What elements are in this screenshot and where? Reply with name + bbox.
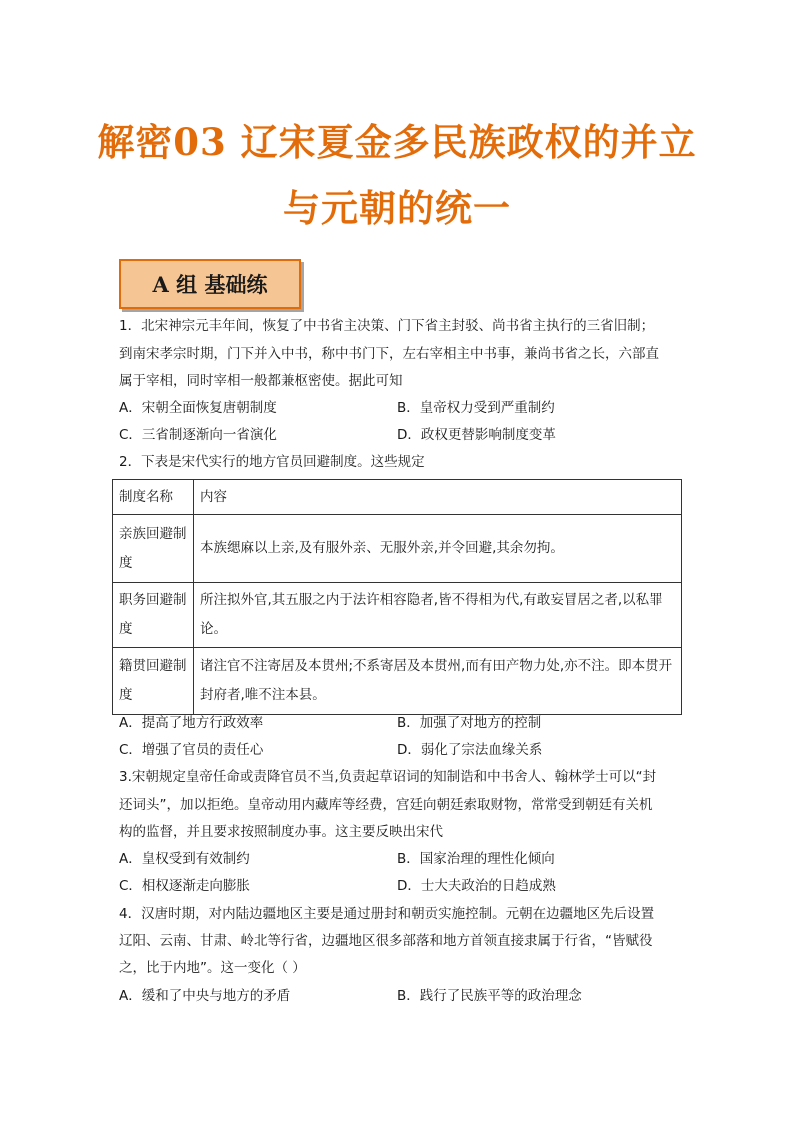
table-cell-content: 本族缌麻以上亲,及有服外亲、无服外亲,并令回避,其余勿拘。 bbox=[200, 540, 564, 556]
q2-option-c: C．增强了官员的责任心 bbox=[119, 742, 264, 758]
q2-option-d: D．弱化了宗法血缘关系 bbox=[397, 742, 543, 758]
q4-line-1: 4．汉唐时期，对内陆边疆地区主要是通过册封和朝贡实施控制。元朝在边疆地区先后设置 bbox=[119, 906, 655, 922]
q1-option-c: C．三省制逐渐向一省演化 bbox=[119, 427, 277, 443]
table-cell-content: 所注拟外官,其五服之内于法许相容隐者,皆不得相为代,有敢妄冒居之者,以私罪论。 bbox=[200, 592, 663, 637]
q1-line-1: 1．北宋神宗元丰年间，恢复了中书省主决策、门下省主封驳、尚书省主执行的三省旧制； bbox=[119, 318, 655, 334]
q2-option-a: A．提高了地方行政效率 bbox=[119, 715, 264, 731]
table-row bbox=[113, 648, 682, 715]
table-header-name: 制度名称 bbox=[113, 480, 194, 515]
q1-option-b: B．皇帝权力受到严重制约 bbox=[397, 400, 555, 416]
q1-line-3: 属于宰相，同时宰相一般都兼枢密使。据此可知 bbox=[119, 373, 403, 389]
table-header-row bbox=[113, 480, 682, 515]
page-title-line-1: 解密03 辽宋夏金多民族政权的并立 bbox=[97, 120, 697, 164]
q3-option-a: A．皇权受到有效制约 bbox=[119, 851, 250, 867]
q4-option-b: B．践行了民族平等的政治理念 bbox=[397, 988, 582, 1004]
q4-option-a: A．缓和了中央与地方的矛盾 bbox=[119, 988, 291, 1004]
table-cell-name: 籍贯回避制度 bbox=[119, 658, 187, 703]
q3-line-3: 构的监督，并且要求按照制度办事。这主要反映出宋代 bbox=[119, 824, 443, 840]
q1-option-a: A．宋朝全面恢复唐朝制度 bbox=[119, 400, 277, 416]
q3-line-1: 3.宋朝规定皇帝任命或责降官员不当,负责起草诏词的知制诰和中书舍人、翰林学士可以“封 bbox=[119, 769, 657, 785]
q3-option-c: C．相权逐渐走向膨胀 bbox=[119, 878, 250, 894]
group-label: A 组 基础练 bbox=[152, 272, 268, 297]
q3-line-2: 还词头”，加以拒绝。皇帝动用内藏库等经费，宫廷向朝廷索取财物，常常受到朝廷有关机 bbox=[119, 797, 653, 813]
q4-line-2: 辽阳、云南、甘肃、岭北等行省，边疆地区很多部落和地方首领直接隶属于行省，“皆赋役 bbox=[119, 933, 653, 949]
table-cell-name: 职务回避制度 bbox=[119, 592, 187, 637]
page-title-line-2: 与元朝的统一 bbox=[283, 186, 511, 230]
table-cell-content: 诸注官不注寄居及本贯州;不系寄居及本贯州,而有田产物力处,亦不注。即本贯开封府者,唯不注本县。 bbox=[200, 658, 673, 703]
avoidance-table bbox=[112, 479, 682, 715]
group-label-box bbox=[119, 259, 301, 309]
q3-option-b: B．国家治理的理性化倾向 bbox=[397, 851, 555, 867]
table-cell-name: 亲族回避制度 bbox=[119, 525, 187, 571]
q2-option-b: B．加强了对地方的控制 bbox=[397, 715, 542, 731]
table-header-content: 内容 bbox=[194, 480, 682, 515]
table-row bbox=[113, 515, 682, 583]
q4-line-3: 之，比于内地”。这一变化（ ） bbox=[119, 960, 306, 976]
q1-line-2: 到南宋孝宗时期，门下并入中书，称中书门下，左右宰相主中书事，兼尚书省之长，六部直 bbox=[119, 346, 659, 362]
q1-option-d: D．政权更替影响制度变革 bbox=[397, 427, 556, 443]
q2-stem: 2．下表是宋代实行的地方官员回避制度。这些规定 bbox=[119, 454, 425, 470]
q3-option-d: D．士大夫政治的日趋成熟 bbox=[397, 878, 556, 894]
table-row bbox=[113, 583, 682, 648]
